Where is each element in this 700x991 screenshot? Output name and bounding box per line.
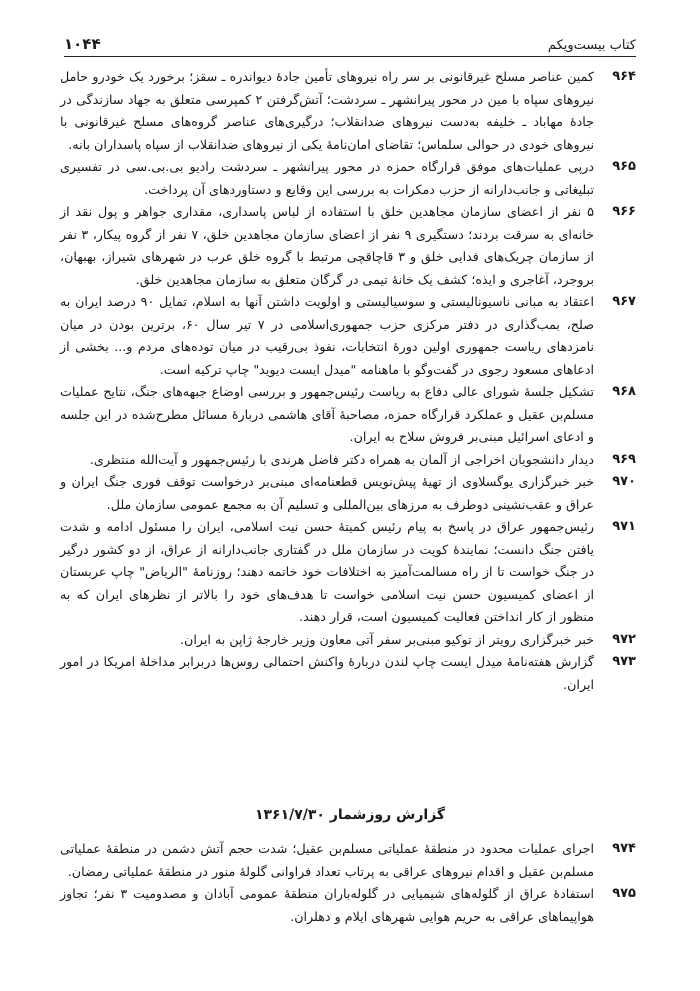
entry-975 — [60, 883, 636, 928]
entry-974 — [60, 838, 636, 883]
entry-number: ۹۷۴ — [612, 841, 636, 856]
entries-list — [60, 66, 636, 696]
entry-number: ۹۶۸ — [612, 384, 636, 399]
entry-971 — [60, 516, 636, 629]
entry-number: ۹۶۷ — [612, 294, 636, 309]
section-heading: گزارش روزشمار ۱۳۶۱/۷/۳۰ — [254, 807, 446, 823]
entry-text: اعتقاد به مبانی ناسیونالیستی و سوسیالیستی و اولویت داشتن آنها به اسلام، تمایل ۹۰ درصد ایران به صلح، بمب‌گذاری در دفتر مرکزی حزب جمهوری‌اسلامی در ۷ تیر سال ۶۰، برترین بودن در میان نامزدهای ریاست جمهوری اولین دورهٔ انتخابات، نفوذ بی‌رقیب در میان توده‌های مردم و... بخشی از ادعاهای مسعود رجوی در گفت‌وگو با ماهنامه "میدل ایست دیوید" چاپ ترکیه است. — [60, 294, 594, 377]
entry-967 — [60, 291, 636, 381]
entry-969 — [60, 449, 636, 472]
entry-text: خبر خبرگزاری یوگسلاوی از تهیهٔ پیش‌نویس قطعنامه‌ای مبنی‌بر درخواست توقف فوری جنگ ایران و عراق و عقب‌نشینی دوطرف به مرزهای بین‌المللی و تسلیم آن به مجمع عمومی سازمان ملل. — [60, 474, 594, 512]
entry-number: ۹۶۹ — [612, 451, 636, 467]
entry-972 — [60, 629, 636, 652]
entry-text: تشکیل جلسهٔ شورای عالی دفاع به ریاست رئیس‌جمهور و بررسی اوضاع جبهه‌های جنگ، نتایج عملیات مسلم‌بن عقیل و عملکرد قرارگاه حمزه، مصاحبهٔ آقای هاشمی دربارهٔ مسائل مطرح‌شده در این جلسه و ادعای اسرائیل مبنی‌بر فروش سلاح به ایران. — [60, 384, 594, 444]
entry-number: ۹۷۵ — [612, 886, 636, 901]
entry-text: کمین عناصر مسلح غیرقانونی بر سر راه نیروهای تأمین جادهٔ دیواندره ـ سقز؛ برخورد یک خودرو حامل نیروهای سپاه با مین در محور پیرانشهر ـ سردشت؛ آتش‌گرفتن ۲ کمپرسی متعلق به جهاد سازندگی در جادهٔ مهاباد ـ خلیفه به‌دست نیروهای ضدانقلاب؛ درگیری‌های عناصر گروه‌های مسلح غیرقانونی با نیروهای خودی در حوالی سلماس؛ تقاضای امان‌نامهٔ یکی از نیروهای ضدانقلاب از سپاه پاسداران بانه. — [60, 69, 594, 152]
entry-text: درپی عملیات‌های موفق قرارگاه حمزه در محور پیرانشهر ـ سردشت رادیو بی.بی.سی در تفسیری تبلیغاتی و جانب‌دارانه از حزب دمکرات به بررسی این وقایع و دستاوردهای آن پرداخت. — [60, 159, 594, 197]
entry-number: ۹۷۰ — [612, 474, 636, 489]
entry-number: ۹۷۱ — [612, 519, 636, 534]
entry-number: ۹۷۲ — [612, 631, 636, 647]
entry-text: گزارش هفته‌نامهٔ میدل ایست چاپ لندن دربارهٔ واکنش احتمالی روس‌ها دربرابر مداخلهٔ امریکا در امور ایران. — [60, 654, 594, 692]
entry-text: اجرای عملیات محدود در منطقهٔ عملیاتی مسلم‌بن عقیل؛ شدت حجم آتش دشمن در منطقهٔ عملیاتی مسلم‌بن عقیل و اقدام نیروهای عراقی به پرتاب تعداد فراوانی گلولهٔ منور در منطقهٔ عملیاتی رمضان. — [60, 841, 594, 879]
entries-list-section2 — [60, 838, 636, 928]
entry-text: دیدار دانشجویان اخراجی از آلمان به همراه دکتر فاضل هرندی با رئیس‌جمهور و آیت‌الله منتظری. — [89, 451, 594, 467]
entry-973 — [60, 651, 636, 696]
entry-number: ۹۶۴ — [612, 69, 636, 84]
running-title: کتاب بیست‌ویکم — [547, 38, 636, 53]
entry-text: ۵ نفر از اعضای سازمان مجاهدین خلق با استفاده از لباس پاسداری، مقداری جواهر و پول نقد از خانه‌ای به سرقت بردند؛ دستگیری ۹ نفر از اعضای سازمان مجاهدین خلق، ۷ نفر از گروه پیکار، ۳ نفر از سازمان چریک‌های فدایی خلق و ۳ قاچاقچی مرتبط با گروه خلق عرب در شهرهای شیراز، بهبهان، بروجرد، آغاجری و ایذه؛ کشف یک خانهٔ تیمی در گرگان متعلق به سازمان مجاهدین خلق. — [60, 204, 594, 287]
entry-968 — [60, 381, 636, 449]
entry-text: استفادهٔ عراق از گلوله‌های شیمیایی در گلوله‌باران منطقهٔ عمومی آبادان و مصدومیت ۳ نفر؛ تجاوز هواپیماهای عراقی به حریم هوایی شهرهای ایلام و دهلران. — [60, 886, 594, 924]
entry-number: ۹۶۶ — [612, 204, 636, 219]
entry-number: ۹۶۵ — [612, 159, 636, 174]
entry-964 — [60, 66, 636, 156]
entry-text: رئیس‌جمهور عراق در پاسخ به پیام رئیس کمیتهٔ حسن نیت اسلامی، ایران را مسئول ادامه و شدت یافتن جنگ دانست؛ نمایندهٔ کویت در سازمان ملل در گفتاری جانب‌دارانه از عراق، از دو کشور درگیر در جنگ خواست تا از راه مسالمت‌آمیز به اختلافات خود خاتمه دهند؛ روزنامهٔ "الریاض" چاپ عربستان از اعضای کمیسیون حسن نیت اسلامی خواست تا هدف‌های خود را بالاتر از نظرهای ایران که به منظور از کار انداختن فعالیت کمیسیون است، قرار دهند. — [60, 519, 594, 624]
page-header — [64, 30, 636, 57]
entry-text: خبر خبرگزاری رویتر از توکیو مبنی‌بر سفر آتی معاون وزیر خارجهٔ ژاپن به ایران. — [179, 631, 594, 647]
page-number: ۱۰۴۴ — [64, 35, 101, 53]
entry-965 — [60, 156, 636, 201]
entry-966 — [60, 201, 636, 291]
entry-number: ۹۷۳ — [612, 654, 636, 669]
entry-970 — [60, 471, 636, 516]
